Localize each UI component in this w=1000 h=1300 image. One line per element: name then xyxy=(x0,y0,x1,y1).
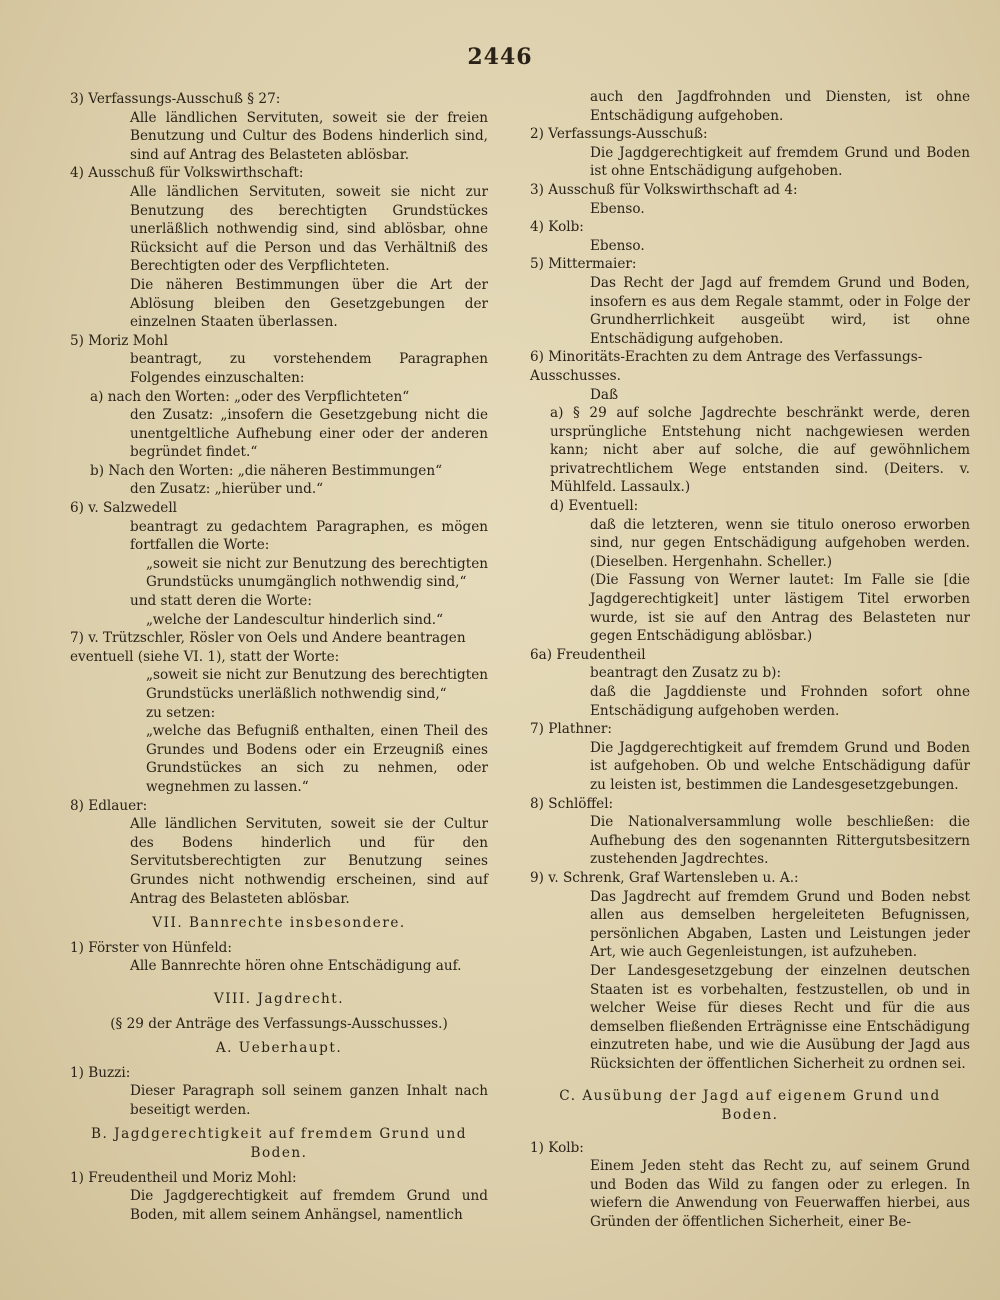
section-heading: B. Jagdgerechtigkeit auf fremdem Grund und Boden. xyxy=(91,1126,467,1162)
entry-heading: 4) Ausschuß für Volkswirthschaft: xyxy=(70,165,304,182)
spacer xyxy=(70,976,488,984)
entry-heading: 7) v. Trützschler, Rösler von Oels und Andere beantragen eventuell (siehe VI. 1), statt der Worte: xyxy=(70,630,466,665)
entry-heading: 5) Moriz Mohl xyxy=(70,332,168,349)
paragraph: Das Jagdrecht auf fremdem Grund und Boden nebst allen aus demselben hergeleiteten Befugnissen, persönlichen Abgaben, Lasten und Leistungen jeder Art, wie auch Gegenleistungen, ist aufzuheben. xyxy=(590,888,970,961)
paragraph: a) § 29 auf solche Jagdrechte beschränkt werde, deren ursprüngliche Entstehung nicht nachgewiesen werden kann; nicht aber auf solche, die auf gewöhnlichem privatrechtlichem Wege entstanden sind. (Deiters. v. Mühlfeld. Lassaulx.) xyxy=(550,405,970,496)
paragraph: (§ 29 der Anträge des Verfassungs-Ausschusses.) xyxy=(110,1015,448,1032)
section-heading: VII. Bannrechte insbesondere. xyxy=(152,915,406,932)
paragraph: Ebenso. xyxy=(590,200,645,217)
section-heading: VIII. Jagdrecht. xyxy=(213,990,345,1007)
paragraph: zu setzen: xyxy=(146,704,216,721)
entry-heading: 1) Freudentheil und Moriz Mohl: xyxy=(70,1169,297,1186)
entry-heading: 1) Kolb: xyxy=(530,1139,584,1156)
entry-heading: 6) Minoritäts-Erachten zu dem Antrage des Verfassungs-Ausschusses. xyxy=(530,349,923,384)
paragraph: Die Jagdgerechtigkeit auf fremdem Grund und Boden ist ohne Entschädigung aufgehoben. xyxy=(590,144,970,180)
entry-heading: 3) Ausschuß für Volkswirthschaft ad 4: xyxy=(530,181,798,198)
entry-heading: 8) Edlauer: xyxy=(70,797,148,814)
section-heading: C. Ausübung der Jagd auf eigenem Grund und Boden. xyxy=(559,1088,941,1124)
paragraph: Daß xyxy=(590,386,619,403)
paragraph: Alle ländlichen Servituten, soweit sie nicht zur Benutzung des berechtigten Grundstückes unerläßlich nothwendig sind, sind ablösbar, ohne Rücksicht auf die Person und das Verhältniß des Berechtigten oder des Verpflichteten. xyxy=(130,183,488,275)
page-number: 2446 xyxy=(467,44,533,70)
paragraph: Alle ländlichen Servituten, soweit sie der freien Benutzung und Cultur des Bodens hinderlich sind, sind auf Antrag des Belasteten ablösbar. xyxy=(130,109,488,163)
paragraph: Ebenso. xyxy=(590,237,645,254)
paragraph: „soweit sie nicht zur Benutzung des berechtigten Grundstücks unerläßlich nothwendig sind,“ xyxy=(146,667,488,702)
entry-heading: 8) Schlöffel: xyxy=(530,795,614,812)
entry-heading: 2) Verfassungs-Ausschuß: xyxy=(530,126,708,143)
paragraph: Alle ländlichen Servituten, soweit sie der Cultur des Bodens hinderlich und für den Servitutsberechtigten zur Benutzung seines Grundes nicht nothwendig erscheinen, sind auf Antrag des Belasteten ablösbar. xyxy=(130,816,488,907)
entry-heading: 7) Plathner: xyxy=(530,721,612,738)
paragraph: Der Landesgesetzgebung der einzelnen deutschen Staaten ist es vorbehalten, festzustellen, ob und in welcher Weise für dieses Recht und für die aus demselben fließenden Erträgnisse eine Entschädigung einzutreten habe, und wie die Ausübung der Jagd aus Rücksichten der öffentlichen Sicherheit zu ordnen sei. xyxy=(590,962,970,1072)
paragraph: Alle Bannrechte hören ohne Entschädigung auf. xyxy=(130,958,462,975)
left-column xyxy=(70,90,488,1224)
paragraph: Einem Jeden steht das Recht zu, auf seinem Grund und Boden das Wild zu fangen oder zu erlegen. In wiefern die Anwendung von Feuerwaffen hierbei, aus Gründen der öffentlichen Sicherheit, einer Be- xyxy=(590,1158,970,1231)
entry-heading: 6) v. Salzwedell xyxy=(70,500,178,517)
paragraph: auch den Jagdfrohnden und Diensten, ist ohne Entschädigung aufgehoben. xyxy=(590,89,970,124)
entry-heading: 1) Förster von Hünfeld: xyxy=(70,939,232,956)
paragraph: beantragt den Zusatz zu b): xyxy=(590,665,782,682)
paragraph: Das Recht der Jagd auf fremdem Grund und Boden, insofern es aus dem Regale stammt, oder in Folge der Grundherrlichkeit ausgeübt wird, ist ohne Entschädigung aufgehoben. xyxy=(590,274,970,347)
paragraph: Die Nationalversammlung wolle beschließen: die Aufhebung des den sogenannten Rittergutsbesitzern zustehenden Jagdrechtes. xyxy=(590,814,970,868)
spacer xyxy=(530,1073,970,1081)
paragraph: Die näheren Bestimmungen über die Art der Ablösung bleiben den Gesetzgebungen der einzelnen Staaten überlassen. xyxy=(130,276,488,331)
entry-heading: 6a) Freudentheil xyxy=(530,646,646,663)
paragraph: beantragt zu gedachtem Paragraphen, es mögen fortfallen die Worte: xyxy=(130,518,488,554)
paragraph: Die Jagdgerechtigkeit auf fremdem Grund und Boden, mit allem seinem Anhängsel, namentlich xyxy=(130,1188,488,1223)
paragraph: daß die letzteren, wenn sie titulo oneroso erworben sind, nur gegen Entschädigung aufgehoben werden. (Dieselben. Hergenhahn. Scheller.) xyxy=(590,516,970,570)
paragraph: Dieser Paragraph soll seinem ganzen Inhalt nach beseitigt werden. xyxy=(130,1083,488,1118)
entry-heading: 5) Mittermaier: xyxy=(530,256,637,273)
paragraph: a) nach den Worten: „oder des Verpflichteten“ xyxy=(90,388,410,405)
spacer xyxy=(530,1131,970,1139)
paragraph: „soweit sie nicht zur Benutzung des berechtigten Grundstücks unumgänglich nothwendig sind,“ xyxy=(146,555,488,591)
entry-heading: 3) Verfassungs-Ausschuß § 27: xyxy=(70,91,281,107)
paragraph: „welche das Befugniß enthalten, einen Theil des Grundes und Bodens oder ein Erzeugniß eines Grundstückes an sich zu nehmen, oder wegnehmen zu lassen.“ xyxy=(146,723,488,795)
paragraph: und statt deren die Worte: xyxy=(130,593,312,610)
paragraph: beantragt, zu vorstehendem Paragraphen Folgendes einzuschalten: xyxy=(130,351,488,386)
entry-heading: 4) Kolb: xyxy=(530,219,584,236)
entry-heading: 9) v. Schrenk, Graf Wartensleben u. A.: xyxy=(530,869,799,886)
paragraph: (Die Fassung von Werner lautet: Im Falle sie [die Jagdgerechtigkeit] unter lästigem Titel erworben wurde, ist sie auf den Antrag des Belasteten nur gegen Entschädigung ablösbar.) xyxy=(590,572,970,645)
paragraph: daß die Jagddienste und Frohnden sofort ohne Entschädigung aufgehoben werden. xyxy=(590,684,970,719)
paragraph: „welche der Landescultur hinderlich sind.“ xyxy=(146,611,444,628)
paragraph: d) Eventuell: xyxy=(550,498,639,515)
paragraph: Die Jagdgerechtigkeit auf fremdem Grund und Boden ist aufgehoben. Ob und welche Entschädigung dafür zu leisten ist, bestimmen die Landesgesetzgebungen. xyxy=(590,739,970,793)
paragraph: b) Nach den Worten: „die näheren Bestimmungen“ xyxy=(90,462,443,479)
right-column xyxy=(530,88,970,1232)
paragraph: den Zusatz: „hierüber und.“ xyxy=(130,481,324,498)
paragraph: den Zusatz: „insofern die Gesetzgebung nicht die unentgeltliche Aufhebung einer oder der anderen begründet findet.“ xyxy=(130,407,488,461)
entry-heading: 1) Buzzi: xyxy=(70,1064,131,1081)
section-heading: A. Ueberhaupt. xyxy=(215,1040,343,1057)
